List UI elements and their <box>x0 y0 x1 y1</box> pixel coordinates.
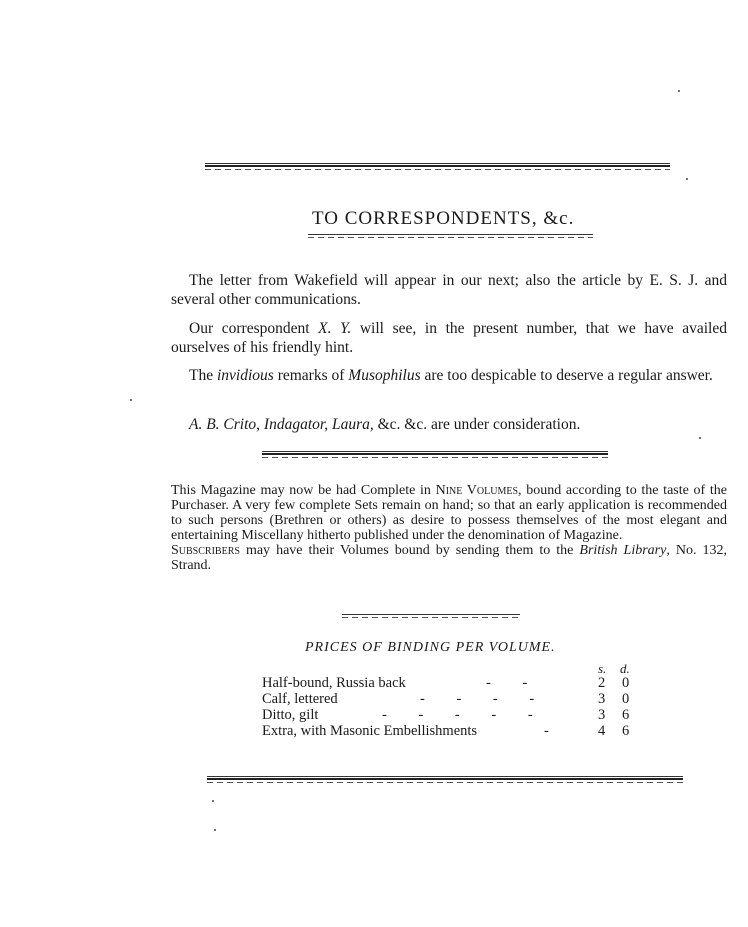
price-row: Calf, lettered - - - - 3 0 <box>262 691 630 707</box>
correspondent-note-4: A. B. Crito, Indagator, Laura, &c. &c. are under consideration. <box>189 416 581 433</box>
page-title: TO CORRESPONDENTS, &c. <box>312 208 575 229</box>
magazine-notice <box>171 483 727 573</box>
top-rule <box>205 163 670 170</box>
section-rule <box>262 451 608 458</box>
notice-volumes: This Magazine may now be had Complete in Nine Volumes, bound according to the taste of the Purchaser. A very few complete Sets remain on hand; so that an early application is recommended to such persons (Brethren or others) as desire to possess themselves of the most elegant and entertaining Miscellany hitherto published under the denomination of Magazine. <box>171 483 727 543</box>
correspondent-note-3: The invidious remarks of Musophilus are too despicable to deserve a regular answer. <box>189 367 713 384</box>
paper-speck <box>699 437 701 439</box>
paper-speck <box>686 178 688 180</box>
shillings-header: s. <box>598 661 607 676</box>
correspondent-note-1: The letter from Wakefield will appear in our next; also the article by E. S. J. and several other communications. <box>171 272 727 308</box>
price-row: Ditto, gilt - - - - - 3 6 <box>262 707 630 723</box>
price-row: Extra, with Masonic Embellishments - 4 6 <box>262 723 630 739</box>
paper-speck <box>130 399 132 401</box>
prices-title: PRICES OF BINDING PER VOLUME. <box>305 640 556 655</box>
correspondent-note-2: Our correspondent X. Y. will see, in the present number, that we have availed ourselves of his friendly hint. <box>171 320 727 356</box>
heading-underline <box>308 234 593 238</box>
paper-speck <box>214 829 216 831</box>
pence-header: d. <box>620 661 630 676</box>
paper-speck <box>678 90 680 92</box>
paper-speck <box>212 800 214 802</box>
prices-rule <box>342 614 520 618</box>
price-row: Half-bound, Russia back - - 2 0 <box>262 675 630 691</box>
notice-subscribers: Subscribers may have their Volumes bound by sending them to the British Library, No. 132, Strand. <box>171 543 728 573</box>
bottom-rule <box>207 776 683 783</box>
